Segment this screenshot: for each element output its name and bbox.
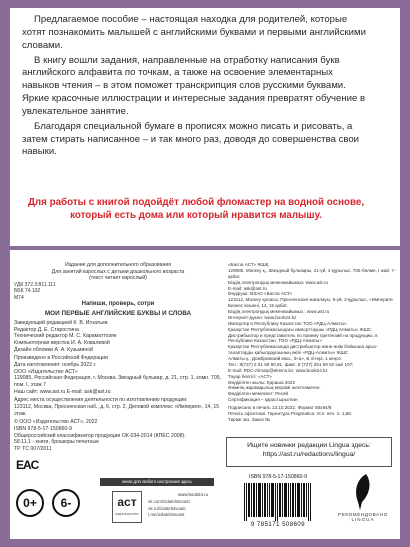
staff-line: Заведующий редакцией К. В. Игнатьев	[14, 320, 108, 326]
kz-line: Қазақстан Республикасында дистрибьютор және өнім бойынша арыз-талаптарды қабылдаушының өкілі «РДЦ-Алматы» ЖШС	[228, 344, 378, 356]
quill-icon	[348, 472, 378, 512]
telegram-link[interactable]: t.me/izdatelstvoast	[148, 512, 185, 518]
series-line: Напиши, проверь, сотри	[81, 301, 155, 308]
vk-link[interactable]: vk.com/izdatelstvoast	[148, 499, 190, 504]
staff-line: Технический редактор М. С. Караматтозян	[14, 333, 117, 340]
recommended-lingua-logo	[332, 472, 394, 532]
barcode-area	[238, 474, 318, 532]
print-line: Подписано в печать 13.10.2022. Формат 60x84/8	[228, 405, 332, 410]
lingua-promo-text: Ищите новинки редакции Lingua здесь:	[247, 442, 371, 449]
kz-line: Сертификация – қарастырылған	[228, 397, 298, 403]
production-info	[14, 355, 222, 395]
kz-line: Біздің электрондық мекенжайымыз : www.ast.ru	[228, 309, 330, 314]
bbk-code: ББК 74.102	[14, 288, 41, 295]
kz-line: Алматы қ., Домбровский көш., 3«а», Б літері, 1 кеңсе.	[228, 356, 343, 361]
publisher: ООО «Издательство АСТ»	[14, 368, 78, 375]
lingua-promo-link[interactable]: https://ast.ru/redactions/lingua/	[262, 450, 356, 458]
intro-paragraph: Предлагаемое пособие – настоящая находка для родителей, которые хотят познакомить малышей с английскими буквами и первыми английскими словами.	[22, 14, 366, 51]
license-info	[14, 397, 222, 417]
staff-line: Компьютерная верстка И. А. Ковалевой	[14, 339, 110, 346]
license-note: Адрес места осуществления деятельности по изготовлению продукции:	[14, 397, 188, 404]
barcode-isbn: ISBN 978-5-17-150860-9	[249, 474, 307, 480]
production-date: Дата изготовления: ноябрь 2022 г.	[14, 361, 97, 368]
kz-line: Біздің электрондық мекенжайымыз: www.ast.ru	[228, 279, 329, 285]
kz-line: Өнімнің жарамдылық мерзімі шектелмеген.	[228, 385, 321, 391]
kz-line: Интернет-дүкен: www.book24.kz	[228, 314, 297, 320]
udk-code: УДК 372.3:811.111	[14, 281, 56, 288]
audience: Для занятий взрослых с детьми дошкольного возраста	[51, 268, 185, 275]
intro-paragraph: Благодаря специальной бумаге в прописях можно писать и рисовать, а затем стирать написанное – и так много раз, доводя до совершенства свои навыки.	[22, 120, 360, 158]
ast-logo-sub: ИЗДАТЕЛЬСТВО	[115, 512, 139, 516]
kz-line: Импортер в Республику Казахстан ТОО «РДЦ-Алматы».	[228, 320, 348, 326]
age-rating-badge: 6-	[52, 489, 80, 517]
ok-link[interactable]: ok.ru/izdatelstvoast	[148, 505, 186, 511]
staff-line: Редактор Д. Е. Старостина	[14, 326, 79, 333]
social-links	[148, 499, 222, 519]
copyright: © ООО «Издательство АСТ», 2022	[14, 419, 98, 426]
imprint-left	[14, 262, 222, 452]
print-info	[228, 405, 396, 423]
eac-mark-icon: EAC	[16, 458, 39, 472]
kz-line: 129085, Мәскеу қ., Звездный бульвары, 21-үй, 1-құрылыс, 705-бөлме, I жай, 7-қабат.	[228, 267, 396, 279]
intro-text	[22, 14, 372, 161]
imprint-right	[228, 262, 396, 423]
barcode-number: 9 785171 508609	[250, 522, 306, 528]
copyright-info	[14, 419, 222, 452]
barcode-icon	[244, 483, 312, 521]
book-title: МОИ ПЕРВЫЕ АНГЛИЙСКИЕ БУКВЫ И СЛОВА	[44, 309, 192, 317]
slogan-bar: книги для любого настроения здесь	[100, 478, 214, 486]
audience-note: (текст читает взрослый)	[89, 275, 147, 282]
kz-line: «Баспа АСТ» ЖШҚ	[228, 262, 269, 267]
kz-line: E-mail: ask@ast.ru	[228, 285, 267, 291]
publisher-web: Наш сайт: www.ast.ru E-mail: ask@ast.ru	[14, 388, 111, 395]
kz-line: Өндіруші: ӨЗАО «Баспа АСТ»	[228, 291, 293, 297]
isbn: ISBN 978-5-17-150860-9	[14, 425, 72, 432]
recommended-label: РЕКОМЕНДОВАНО	[338, 512, 388, 517]
kz-line: Өндірілген жылы: Қараша 2022	[228, 379, 295, 385]
publisher-address: 129085, Российская Федерация, г. Москва, Звездный бульвар, д. 21, стр. 1, комн. 705, пом. I, этаж 7	[14, 375, 222, 388]
ast-logo-mark: аст	[117, 495, 137, 509]
kz-line: Дистрибьютор и представитель по приему претензий на продукцию, в Республике Казахстан: ТОО «РДЦ-Алматы»	[228, 332, 378, 344]
okpd-code: 58.11.1 - книги, брошюры печатные	[14, 439, 99, 446]
tr-code: ТР ТС 007/2011	[14, 445, 52, 452]
staff-list	[14, 320, 222, 353]
intro-paragraph: В книгу вошли задания, направленные на отработку написания букв английского алфавита по точкам, а также на освоение элементарных навыков чтения – в этом поможет транскрипция слов русскими буквами. Яркие красочные иллюстрации и интересные задания превратят обучение в увлекательное занятие.	[22, 54, 366, 117]
staff-line: Дизайн обложки А. А. Кузьминой	[14, 346, 93, 353]
kz-line: Өндірілген мемлекет: Ресей	[228, 391, 289, 397]
print-line: Тираж экз. Заказ №	[228, 416, 270, 422]
book24-link[interactable]: www.book24.ru	[178, 492, 209, 497]
kz-line: Қазақстан Республикасындағы импорттаушы «РДЦ-Алматы» ЖШС.	[228, 326, 373, 332]
okpd: Общероссийский классификатор продукции ОК-034-2014 (КПЕС 2008):	[14, 432, 186, 439]
lingua-brand: LINGUA	[351, 517, 375, 522]
kz-line: 123112, Мәскеу қаласы, Пресненская жағалауы, 6-үй, 2-құрылыс, «Империя» Бизнес кешені, 14, 15 қабат.	[228, 297, 394, 309]
produced-in: Произведено в Российской Федерации	[14, 355, 108, 362]
print-line: Печать офсетная. Гарнитура Pragmatica. Усл. печ. л. 1,86.	[228, 410, 353, 416]
author-code: М74	[14, 294, 24, 301]
kz-line: E-mail: RDC-Almaty@eksmo.kz, www.book24.kz	[228, 367, 328, 373]
marker-note: Для работы с книгой подойдёт любой фломастер на водной основе, который есть дома или который нравится малышу.	[27, 197, 365, 222]
license-address: 123112, Москва, Пресненская наб., д. 6, стр. 2, Деловой комплекс «Империя», 14, 15 этаж.	[14, 403, 220, 417]
lingua-promo-box	[226, 437, 392, 467]
edition-type: Издание для дополнительного образования	[64, 262, 172, 268]
kz-line: Тел.: 8(727) 2 51 59 90,91, факс: 8 (727) 251 59 92 ішкі 107;	[228, 361, 354, 367]
ast-logo	[112, 491, 142, 523]
age-rating-badge: 0+	[16, 489, 44, 517]
kz-line: Тауар белгісі: «АСТ»	[228, 373, 272, 379]
